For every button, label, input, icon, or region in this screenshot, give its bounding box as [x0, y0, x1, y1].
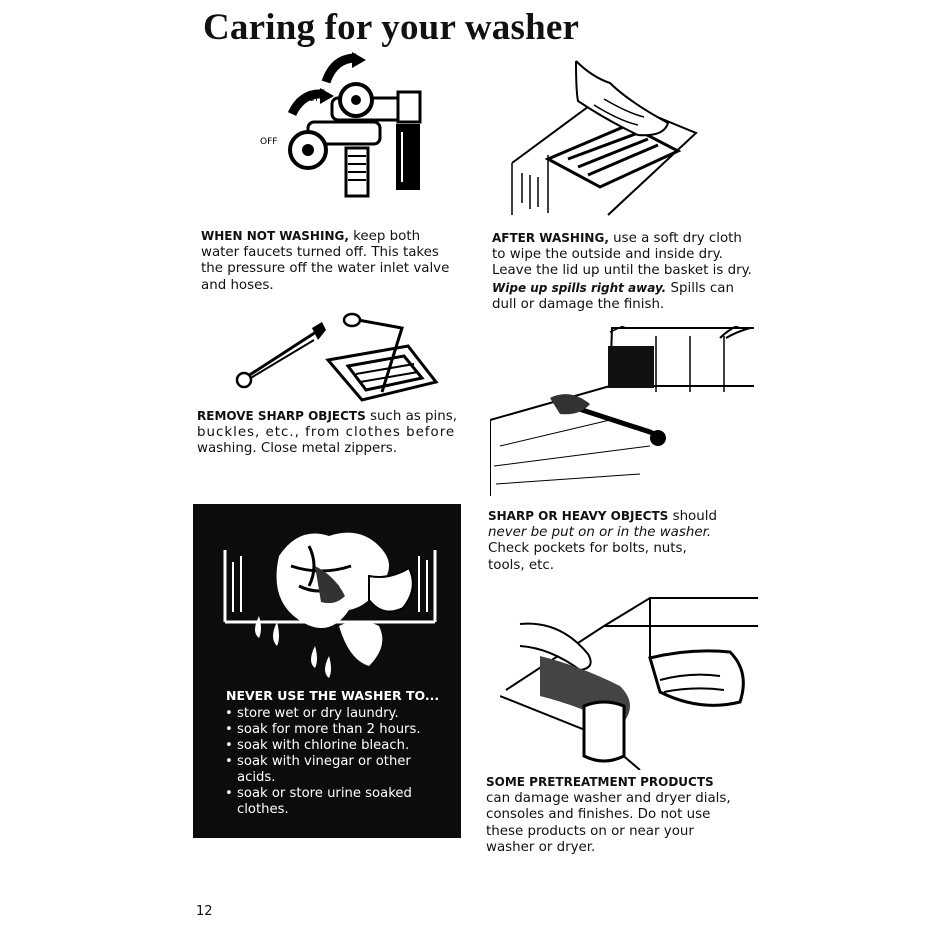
pin-buckle-illustration: [232, 304, 444, 406]
list-item-continuation: clothes.: [237, 802, 289, 817]
after-washing-emphasis: Wipe up spills right away.: [492, 280, 667, 295]
never-use-list: [223, 706, 421, 818]
page-title: Caring for your washer: [203, 7, 580, 48]
remove-sharp-heading: REMOVE SHARP OBJECTS: [197, 409, 366, 423]
after-washing-heading: AFTER WASHING,: [492, 231, 609, 245]
text-line: these products on or near your: [486, 823, 694, 839]
text-line: tools, etc.: [488, 557, 554, 573]
text-line: and hoses.: [201, 277, 274, 293]
text-line: should: [672, 509, 717, 524]
when-not-washing-heading: WHEN NOT WASHING,: [201, 229, 349, 243]
list-item-continuation: acids.: [237, 770, 276, 785]
faucets-illustration: [258, 52, 458, 200]
text-line: never be put on or in the washer.: [488, 525, 712, 541]
after-washing-text: [492, 230, 752, 313]
laundry-illustration: [219, 526, 445, 684]
pretreatment-text: [486, 774, 731, 856]
pretreatment-illustration: [500, 596, 758, 770]
text-line: dull or damage the finish.: [492, 296, 665, 312]
sharp-heavy-objects-text: [488, 508, 717, 574]
text-line: keep both: [353, 229, 421, 244]
never-use-panel: [193, 504, 461, 838]
when-not-washing-text: [201, 228, 449, 294]
text-line: water faucets turned off. This takes: [201, 245, 439, 261]
remove-sharp-objects-text: [197, 408, 457, 458]
faucet-label-left: OFF: [260, 137, 278, 147]
text-line: washing. Close metal zippers.: [197, 441, 398, 457]
list-item: • soak with vinegar or other: [223, 754, 421, 770]
text-line: to wipe the outside and inside dry.: [492, 247, 723, 263]
text-line: use a soft dry cloth: [613, 231, 742, 246]
never-use-heading: NEVER USE THE WASHER TO...: [226, 688, 440, 703]
text-line: washer or dryer.: [486, 839, 596, 855]
pretreatment-heading: SOME PRETREATMENT PRODUCTS: [486, 775, 714, 789]
text-line: Check pockets for bolts, nuts,: [488, 541, 687, 557]
list-item: • soak with chlorine bleach.: [223, 738, 421, 754]
text-line: buckles, etc., from clothes before: [197, 425, 456, 441]
text-line: consoles and finishes. Do not use: [486, 807, 711, 823]
sharp-heavy-heading: SHARP OR HEAVY OBJECTS: [488, 509, 669, 523]
text-line: can damage washer and dryer dials,: [486, 791, 731, 807]
list-item: • soak or store urine soaked: [223, 786, 421, 802]
wiping-washer-illustration: [508, 55, 700, 217]
page-number: 12: [196, 904, 213, 919]
objects-on-washer-illustration: [490, 326, 754, 496]
text-line: such as pins,: [370, 409, 457, 424]
text-line: the pressure off the water inlet valve: [201, 261, 450, 277]
list-item: • soak for more than 2 hours.: [223, 722, 421, 738]
text-line: Leave the lid up until the basket is dry.: [492, 263, 752, 279]
text-line: Spills can: [670, 280, 734, 296]
faucet-label-right: OFF: [308, 94, 326, 104]
list-item: • store wet or dry laundry.: [223, 706, 421, 722]
